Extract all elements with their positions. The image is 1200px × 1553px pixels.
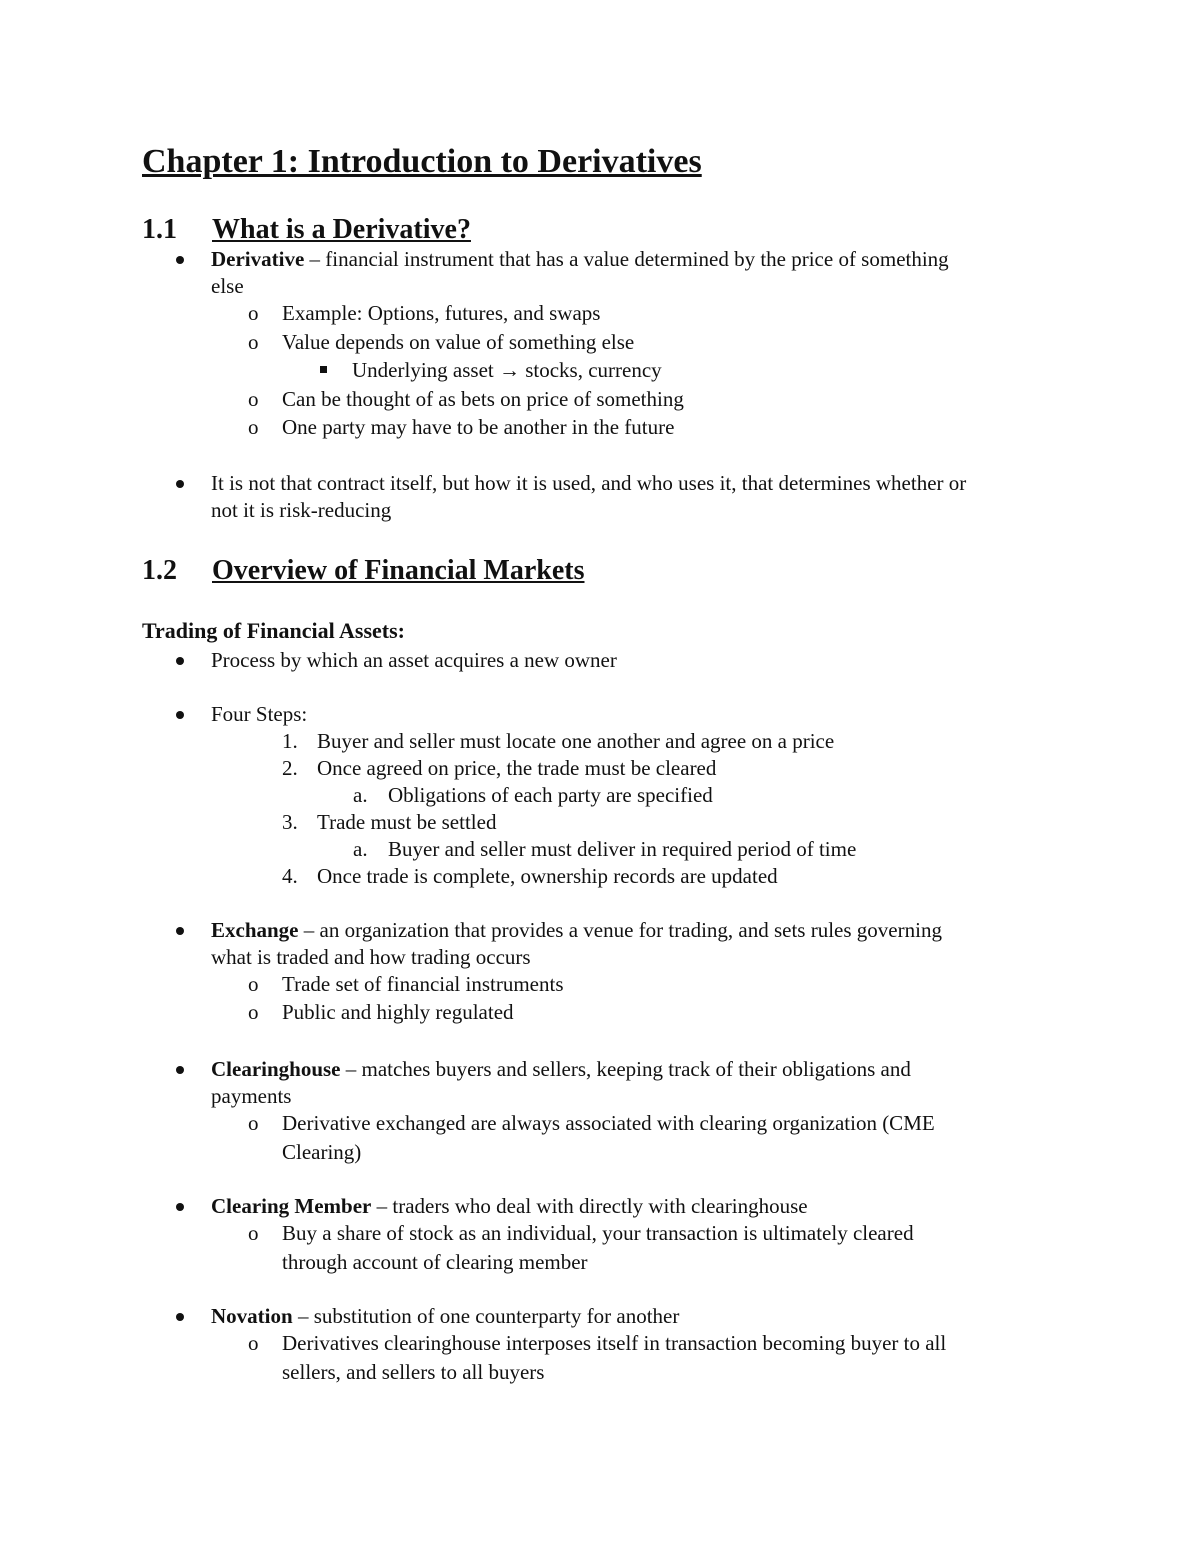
term-clearinghouse: Clearinghouse [211, 1057, 341, 1081]
square-bullet-icon [320, 366, 327, 373]
four-steps-item: Four Steps: [211, 702, 308, 726]
step-text: Trade must be settled [317, 810, 497, 834]
clearing-member-sub-item-line-1: Buy a share of stock as an individual, your transaction is ultimately cleared [282, 1221, 914, 1245]
step-text: Buyer and seller must locate one another and agree on a price [317, 729, 835, 753]
trading-process-item: Process by which an asset acquires a new owner [211, 648, 617, 672]
derivative-definition-line-1 [211, 246, 949, 273]
sub-bullet-marker: o [248, 1331, 259, 1355]
trading-subheading: Trading of Financial Assets: [142, 618, 406, 643]
section-title: Overview of Financial Markets [212, 555, 585, 586]
sub-bullet-marker: o [248, 330, 259, 354]
step-text: Once agreed on price, the trade must be cleared [317, 756, 717, 780]
step-text: Once trade is complete, ownership records are updated [317, 864, 778, 888]
step-sub-text: Obligations of each party are specified [388, 783, 713, 807]
clearinghouse-definition-line-2: payments [211, 1084, 292, 1108]
term-novation: Novation [211, 1304, 293, 1328]
clearinghouse-sub-item-line-2: Clearing) [282, 1140, 362, 1164]
step-sub-text: Buyer and seller must deliver in required period of time [388, 837, 857, 861]
sub-item-value-depends: Value depends on value of something else [282, 330, 635, 354]
sub-bullet-marker: o [248, 301, 259, 325]
sub-sub-item-underlying-asset [352, 357, 662, 384]
step-number: 2. [282, 756, 298, 780]
definition-text: – traders who deal with directly with clearinghouse [371, 1194, 808, 1218]
risk-reducing-line-2: not it is risk-reducing [211, 498, 392, 522]
novation-sub-item-line-1: Derivatives clearinghouse interposes itself in transaction becoming buyer to all [282, 1331, 947, 1355]
definition-text: – substitution of one counterparty for another [292, 1304, 680, 1328]
chapter-title: Chapter 1: Introduction to Derivatives [142, 143, 702, 180]
derivative-definition-line-2: else [211, 274, 244, 298]
term-exchange: Exchange [211, 918, 299, 942]
sub-item-bets: Can be thought of as bets on price of something [282, 387, 684, 411]
exchange-definition-line-2: what is traded and how trading occurs [211, 945, 531, 969]
clearinghouse-sub-item-line-1: Derivative exchanged are always associated with clearing organization (CME [282, 1111, 935, 1135]
definition-text: – an organization that provides a venue for trading, and sets rules governing [298, 918, 942, 942]
section-number: 1.1 [142, 214, 177, 245]
arrow-right-icon: → [498, 358, 520, 382]
bullet-icon [176, 657, 184, 665]
exchange-sub-item: Trade set of financial instruments [282, 972, 564, 996]
bullet-icon [176, 927, 184, 935]
term-clearing-member: Clearing Member [211, 1194, 372, 1218]
sub-bullet-marker: o [248, 1111, 259, 1135]
step-number: 4. [282, 864, 298, 888]
sub-item-one-party: One party may have to be another in the future [282, 415, 675, 439]
step-number: 3. [282, 810, 298, 834]
sub-bullet-marker: o [248, 415, 259, 439]
bullet-icon [176, 711, 184, 719]
bullet-icon [176, 1203, 184, 1211]
sub-bullet-marker: o [248, 1221, 259, 1245]
sub-bullet-marker: o [248, 387, 259, 411]
bullet-icon [176, 1313, 184, 1321]
step-number: 1. [282, 729, 298, 753]
term-derivative: Derivative [211, 247, 305, 271]
bullet-icon [176, 1066, 184, 1074]
exchange-sub-item: Public and highly regulated [282, 1000, 514, 1024]
sub-bullet-marker: o [248, 972, 259, 996]
sub-bullet-marker: o [248, 1000, 259, 1024]
underlying-asset-text: Underlying asset [352, 358, 499, 382]
clearing-member-definition [211, 1193, 808, 1220]
sub-item-example: Example: Options, futures, and swaps [282, 301, 601, 325]
step-letter: a. [353, 837, 368, 861]
definition-text: – matches buyers and sellers, keeping track of their obligations and [340, 1057, 911, 1081]
bullet-icon [176, 480, 184, 488]
step-letter: a. [353, 783, 368, 807]
clearinghouse-definition-line-1 [211, 1056, 911, 1083]
section-title: What is a Derivative? [212, 214, 471, 245]
definition-text: – financial instrument that has a value determined by the price of something [304, 247, 949, 271]
underlying-examples-text: stocks, currency [519, 358, 662, 382]
risk-reducing-line-1: It is not that contract itself, but how it is used, and who uses it, that determines whether or [211, 471, 967, 495]
exchange-definition-line-1 [211, 917, 942, 944]
novation-definition [211, 1303, 679, 1330]
bullet-icon [176, 256, 184, 264]
clearing-member-sub-item-line-2: through account of clearing member [282, 1250, 588, 1274]
section-number: 1.2 [142, 555, 177, 586]
novation-sub-item-line-2: sellers, and sellers to all buyers [282, 1360, 545, 1384]
